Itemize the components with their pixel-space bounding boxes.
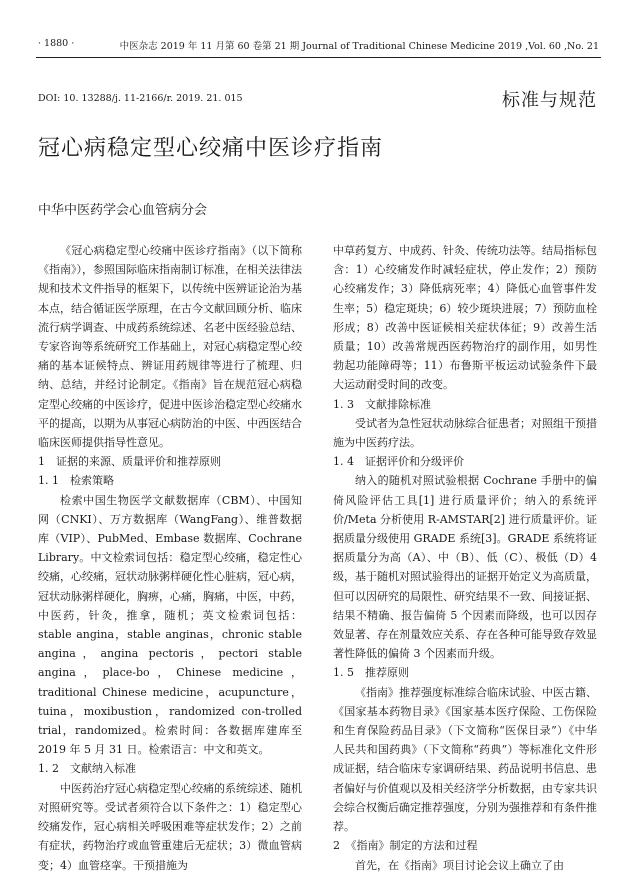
paragraph-continued: 中草药复方、中成药、针灸、传统功法等。结局指标包含：1）心绞痛发作时减轻症状，停止发作；2）预防心绞痛发作；3）降低病死率；4）降低心血管事件发生率；5）稳定斑块；6）较少斑块进展；7）预防血栓形成；8）改善中医证候相关症状体征；9）改善生活质量；10）改善常规西医药物治疗的副作用，如男性勃起功能障碍等；11）布鲁斯平板运动试验条件下最大运动耐受时间的改变。 (333, 244, 597, 392)
paragraph: 首先，在《指南》项目讨论会议上确立了由 (355, 858, 564, 872)
paragraph: 检索中国生物医学文献数据库（CBM）、中国知网（CNKI）、万方数据库（WangFang）、维普数据库（VIP）、PubMed、Embase 数据库、Cochrane Library。中文检索词包括：稳定型心绞痛，稳定性心绞痛，心绞痛，冠状动脉粥样硬化性心脏病，冠心病，冠状动脉粥样硬化，胸痹，心痛，胸痛，中医，中药，中医药，针灸，推拿，随机；英文检索词包括：stable angina，stable anginas，chronic stable angina，angina pectoris，pectori stable angina，place-bo，Chinese medicine，traditional Chinese medicine，acupuncture，tuina，moxibustion，randomized con-trolled trial，randomized。检索时间：各数据库建库至 2019 年 5 月 31 日。检索语言：中文和英文。 (38, 493, 302, 757)
subsection-heading: 1. 4 证据评价和分级评价 (333, 455, 464, 469)
subsection-heading: 1. 5 推荐原则 (333, 666, 409, 680)
left-column (38, 241, 302, 875)
paragraph: 《指南》推荐强度标准综合临床试验、中医古籍、《国家基本药物目录》《国家基本医疗保险、工伤保险和生育保险药品目录》（下文简称“医保目录”）《中华人民共和国药典》（下文简称“药典”）等标准化文件形成证据，结合临床专家调研结果、药品说明书信息、患者偏好与价值观以及相关经济学分析数据，由专家共识会综合权衡后确定推荐强度，分别为强推荐和有条件推荐。 (333, 685, 597, 834)
paragraph: 受试者为急性冠状动脉综合征患者；对照组干预措施为中医药疗法。 (333, 416, 597, 450)
author: 中华中医药学会心血管病分会 (38, 203, 208, 218)
subsection-heading: 1. 1 检索策略 (38, 474, 114, 488)
article-title: 冠心病稳定型心绞痛中医诊疗指南 (38, 136, 384, 161)
page-number: · 1880 · (38, 38, 75, 49)
paragraph: 纳入的随机对照试验根据 Cochrane 手册中的偏倚风险评估工具[1] 进行质量评价；纳入的系统评价/Meta 分析使用 R-AMSTAR[2] 进行质量评价。证据质量分级使用 GRADE 系统[3]。GRADE 系统将证据质量分为高（A）、中（B）、低（C）、极低（D）4 级，基于随机对照试验得出的证据开始定义为高质量，但可以因研究的局限性、研究结果不一致、间接证据、结果不精确、报告偏倚 5 个因素而降级，也可以因存效显著、存在剂量效应关系、存在各种可能导致存效显著性降低的偏倚 3 个因素而升级。 (333, 474, 597, 661)
section-heading: 1 证据的来源、质量评价和推荐原则 (38, 455, 221, 469)
section-heading: 2 《指南》制定的方法和过程 (333, 839, 478, 853)
doi: DOI: 10. 13288/j. 11-2166/r. 2019. 21. 015 (38, 93, 243, 104)
section-label: 标准与规范 (502, 90, 597, 111)
right-column (333, 241, 597, 875)
paragraph: 中医药治疗冠心病稳定型心绞痛的系统综述、随机对照研究等。受试者须符合以下条件之：1）稳定型心绞痛发作，冠心病相关呼吸困难等症状发作；2）之前有症状，药物治疗或血管重建后无症状；3）微血管病变；4）血管痉挛。干预措施为 (38, 781, 302, 872)
header-rule (36, 57, 601, 58)
subsection-heading: 1. 3 文献排除标准 (333, 397, 431, 411)
paragraph: 《冠心病稳定型心绞痛中医诊疗指南》（以下简称《指南》），参照国际临床指南制订标准，在相关法律法规和技术文件指导的框架下，以传统中医辨证论治为基本点，结合循证医学原理，在古今文献回顾分析、临床流行病学调查、中成药系统综述、名老中医经验总结、专家咨询等系统研究工作基础上，对冠心病稳定型心绞痛的基本证候特点、辨证用药规律等进行了梳理、归纳、总结，并经讨论制定。《指南》旨在规范冠心病稳定型心绞痛的中医诊疗，促进中医诊治稳定型心绞痛水平的提高，以期为从事冠心病防治的中医、中西医结合临床医师提供指导性意见。 (38, 244, 302, 450)
journal-running-header: 中医杂志 2019 年 11 月第 60 卷第 21 期 Journal of Traditional Chinese Medicine 2019 ,Vol. 60 ,No. 21 (119, 41, 599, 52)
subsection-heading: 1. 2 文献纳入标准 (38, 762, 136, 776)
